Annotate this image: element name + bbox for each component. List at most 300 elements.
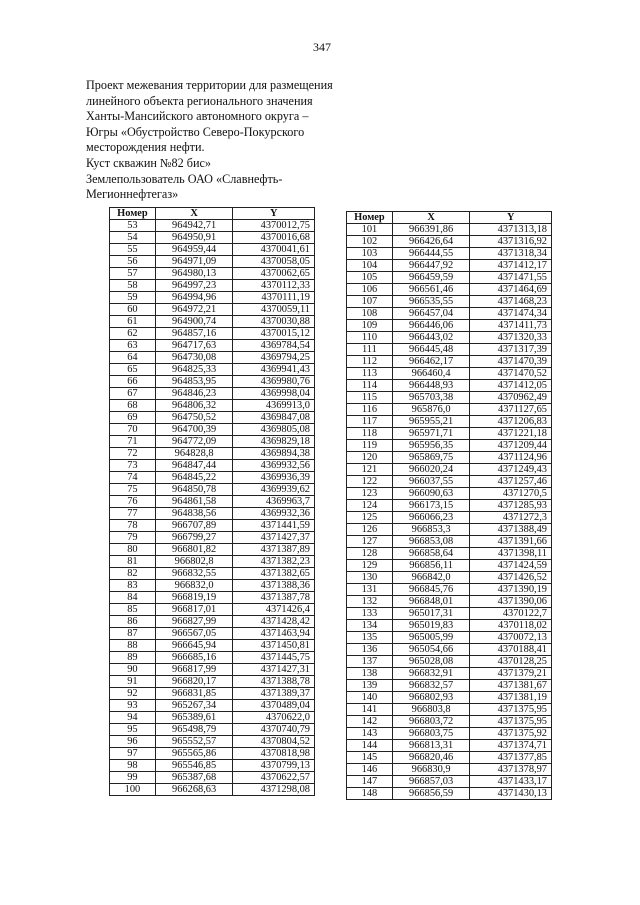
table-row xyxy=(347,776,552,788)
point-number-cell: 76 xyxy=(110,496,156,508)
x-coordinate-cell: 966802,8 xyxy=(155,556,233,568)
y-coordinate-cell: 4371426,52 xyxy=(470,572,552,584)
y-coordinate-cell: 4370118,02 xyxy=(470,620,552,632)
point-number-cell: 83 xyxy=(110,580,156,592)
x-coordinate-cell: 965017,31 xyxy=(392,608,470,620)
table-row xyxy=(347,608,552,620)
point-number-cell: 119 xyxy=(347,440,393,452)
column-header-x: X xyxy=(155,208,233,220)
point-number-cell: 117 xyxy=(347,416,393,428)
y-coordinate-cell: 4371389,37 xyxy=(233,688,315,700)
table-row xyxy=(347,404,552,416)
table-row xyxy=(110,736,315,748)
point-number-cell: 61 xyxy=(110,316,156,328)
x-coordinate-cell: 964806,32 xyxy=(155,400,233,412)
table-row xyxy=(347,488,552,500)
table-row xyxy=(347,296,552,308)
point-number-cell: 75 xyxy=(110,484,156,496)
x-coordinate-cell: 966561,46 xyxy=(392,284,470,296)
x-coordinate-cell: 964857,16 xyxy=(155,328,233,340)
table-row xyxy=(347,464,552,476)
point-number-cell: 72 xyxy=(110,448,156,460)
table-row xyxy=(110,424,315,436)
document-header xyxy=(86,78,386,203)
point-number-cell: 98 xyxy=(110,760,156,772)
header-line: Ханты-Мансийского автономного округа – xyxy=(86,109,309,124)
y-coordinate-cell: 4371430,13 xyxy=(470,788,552,800)
x-coordinate-cell: 964853,95 xyxy=(155,376,233,388)
point-number-cell: 93 xyxy=(110,700,156,712)
y-coordinate-cell: 4369932,56 xyxy=(233,460,315,472)
table-row xyxy=(110,448,315,460)
x-coordinate-cell: 966819,19 xyxy=(155,592,233,604)
point-number-cell: 74 xyxy=(110,472,156,484)
y-coordinate-cell: 4371445,75 xyxy=(233,652,315,664)
y-coordinate-cell: 4370128,25 xyxy=(470,656,552,668)
point-number-cell: 135 xyxy=(347,632,393,644)
page-number: 347 xyxy=(313,40,331,54)
table-row xyxy=(110,712,315,724)
y-coordinate-cell: 4371381,19 xyxy=(470,692,552,704)
y-coordinate-cell: 4370740,79 xyxy=(233,724,315,736)
coordinates-table-right xyxy=(346,211,552,800)
x-coordinate-cell: 964950,91 xyxy=(155,232,233,244)
y-coordinate-cell: 4369936,39 xyxy=(233,472,315,484)
point-number-cell: 53 xyxy=(110,220,156,232)
table-row xyxy=(347,740,552,752)
x-coordinate-cell: 966268,63 xyxy=(155,784,233,796)
header-line: линейного объекта регионального значения xyxy=(86,93,313,108)
x-coordinate-cell: 966820,46 xyxy=(392,752,470,764)
column-header-number: Номер xyxy=(347,212,393,224)
point-number-cell: 133 xyxy=(347,608,393,620)
x-coordinate-cell: 966857,03 xyxy=(392,776,470,788)
y-coordinate-cell: 4369998,04 xyxy=(233,388,315,400)
y-coordinate-cell: 4370122,7 xyxy=(470,608,552,620)
x-coordinate-cell: 964730,08 xyxy=(155,352,233,364)
x-coordinate-cell: 966457,04 xyxy=(392,308,470,320)
y-coordinate-cell: 4369980,76 xyxy=(233,376,315,388)
point-number-cell: 56 xyxy=(110,256,156,268)
y-coordinate-cell: 4371427,37 xyxy=(233,532,315,544)
y-coordinate-cell: 4369805,08 xyxy=(233,424,315,436)
x-coordinate-cell: 964980,13 xyxy=(155,268,233,280)
table-row xyxy=(347,692,552,704)
x-coordinate-cell: 965552,57 xyxy=(155,736,233,748)
point-number-cell: 115 xyxy=(347,392,393,404)
table-row xyxy=(347,416,552,428)
table-row xyxy=(110,772,315,784)
point-number-cell: 58 xyxy=(110,280,156,292)
header-line: Землепользователь ОАО «Славнефть- xyxy=(86,171,283,186)
y-coordinate-cell: 4371272,3 xyxy=(470,512,552,524)
table-row xyxy=(347,452,552,464)
y-coordinate-cell: 4371433,17 xyxy=(470,776,552,788)
point-number-cell: 113 xyxy=(347,368,393,380)
y-coordinate-cell: 4370111,19 xyxy=(233,292,315,304)
table-row xyxy=(110,256,315,268)
point-number-cell: 123 xyxy=(347,488,393,500)
x-coordinate-cell: 964861,58 xyxy=(155,496,233,508)
y-coordinate-cell: 4371390,06 xyxy=(470,596,552,608)
point-number-cell: 128 xyxy=(347,548,393,560)
table-row xyxy=(347,512,552,524)
table-row xyxy=(110,604,315,616)
point-number-cell: 57 xyxy=(110,268,156,280)
y-coordinate-cell: 4371378,97 xyxy=(470,764,552,776)
x-coordinate-cell: 964838,56 xyxy=(155,508,233,520)
point-number-cell: 127 xyxy=(347,536,393,548)
y-coordinate-cell: 4371441,59 xyxy=(233,520,315,532)
point-number-cell: 65 xyxy=(110,364,156,376)
y-coordinate-cell: 4370112,33 xyxy=(233,280,315,292)
table-row xyxy=(347,788,552,800)
x-coordinate-cell: 966802,93 xyxy=(392,692,470,704)
table-row xyxy=(347,368,552,380)
x-coordinate-cell: 965703,38 xyxy=(392,392,470,404)
x-coordinate-cell: 966037,55 xyxy=(392,476,470,488)
x-coordinate-cell: 966803,8 xyxy=(392,704,470,716)
y-coordinate-cell: 4371375,92 xyxy=(470,728,552,740)
x-coordinate-cell: 966090,63 xyxy=(392,488,470,500)
y-coordinate-cell: 4371298,08 xyxy=(233,784,315,796)
table-row xyxy=(110,508,315,520)
table-header-row xyxy=(347,212,552,224)
y-coordinate-cell: 4371221,18 xyxy=(470,428,552,440)
y-coordinate-cell: 4370030,88 xyxy=(233,316,315,328)
point-number-cell: 102 xyxy=(347,236,393,248)
column-header-y: Y xyxy=(233,208,315,220)
table-row xyxy=(347,752,552,764)
x-coordinate-cell: 964700,39 xyxy=(155,424,233,436)
table-row xyxy=(110,556,315,568)
table-row xyxy=(347,560,552,572)
y-coordinate-cell: 4370072,13 xyxy=(470,632,552,644)
x-coordinate-cell: 966799,27 xyxy=(155,532,233,544)
table-row xyxy=(347,260,552,272)
table-row xyxy=(110,532,315,544)
point-number-cell: 86 xyxy=(110,616,156,628)
y-coordinate-cell: 4371317,39 xyxy=(470,344,552,356)
table-row xyxy=(110,592,315,604)
point-number-cell: 108 xyxy=(347,308,393,320)
x-coordinate-cell: 966817,99 xyxy=(155,664,233,676)
table-row xyxy=(347,356,552,368)
x-coordinate-cell: 966445,48 xyxy=(392,344,470,356)
table-row xyxy=(347,620,552,632)
y-coordinate-cell: 4369913,0 xyxy=(233,400,315,412)
table-row xyxy=(110,316,315,328)
y-coordinate-cell: 4371318,34 xyxy=(470,248,552,260)
x-coordinate-cell: 965876,0 xyxy=(392,404,470,416)
y-coordinate-cell: 4371249,43 xyxy=(470,464,552,476)
y-coordinate-cell: 4370015,12 xyxy=(233,328,315,340)
x-coordinate-cell: 964845,22 xyxy=(155,472,233,484)
table-row xyxy=(347,236,552,248)
table-row xyxy=(347,272,552,284)
y-coordinate-cell: 4371379,21 xyxy=(470,668,552,680)
point-number-cell: 59 xyxy=(110,292,156,304)
y-coordinate-cell: 4371411,73 xyxy=(470,320,552,332)
table-row xyxy=(347,284,552,296)
table-row xyxy=(110,436,315,448)
x-coordinate-cell: 966853,08 xyxy=(392,536,470,548)
x-coordinate-cell: 965498,79 xyxy=(155,724,233,736)
x-coordinate-cell: 966856,11 xyxy=(392,560,470,572)
y-coordinate-cell: 4370012,75 xyxy=(233,220,315,232)
point-number-cell: 66 xyxy=(110,376,156,388)
point-number-cell: 71 xyxy=(110,436,156,448)
table-row xyxy=(347,728,552,740)
table-row xyxy=(347,548,552,560)
x-coordinate-cell: 966856,59 xyxy=(392,788,470,800)
point-number-cell: 130 xyxy=(347,572,393,584)
x-coordinate-cell: 966535,55 xyxy=(392,296,470,308)
point-number-cell: 125 xyxy=(347,512,393,524)
table-row xyxy=(347,440,552,452)
x-coordinate-cell: 965267,34 xyxy=(155,700,233,712)
x-coordinate-cell: 964850,78 xyxy=(155,484,233,496)
table-row xyxy=(110,232,315,244)
x-coordinate-cell: 965019,83 xyxy=(392,620,470,632)
table-row xyxy=(347,320,552,332)
point-number-cell: 88 xyxy=(110,640,156,652)
header-line: Проект межевания территории для размещения xyxy=(86,78,333,92)
table-row xyxy=(110,568,315,580)
x-coordinate-cell: 966707,89 xyxy=(155,520,233,532)
table-row xyxy=(110,628,315,640)
x-coordinate-cell: 965955,21 xyxy=(392,416,470,428)
point-number-cell: 120 xyxy=(347,452,393,464)
x-coordinate-cell: 966803,75 xyxy=(392,728,470,740)
x-coordinate-cell: 964825,33 xyxy=(155,364,233,376)
table-row xyxy=(110,376,315,388)
point-number-cell: 82 xyxy=(110,568,156,580)
y-coordinate-cell: 4370062,65 xyxy=(233,268,315,280)
point-number-cell: 112 xyxy=(347,356,393,368)
x-coordinate-cell: 966460,4 xyxy=(392,368,470,380)
column-header-number: Номер xyxy=(110,208,156,220)
table-row xyxy=(110,544,315,556)
point-number-cell: 84 xyxy=(110,592,156,604)
point-number-cell: 147 xyxy=(347,776,393,788)
table-row xyxy=(347,656,552,668)
x-coordinate-cell: 964717,63 xyxy=(155,340,233,352)
point-number-cell: 104 xyxy=(347,260,393,272)
point-number-cell: 69 xyxy=(110,412,156,424)
y-coordinate-cell: 4371375,95 xyxy=(470,716,552,728)
point-number-cell: 145 xyxy=(347,752,393,764)
table-row xyxy=(110,760,315,772)
table-row xyxy=(110,616,315,628)
point-number-cell: 136 xyxy=(347,644,393,656)
point-number-cell: 64 xyxy=(110,352,156,364)
table-row xyxy=(110,472,315,484)
y-coordinate-cell: 4371470,39 xyxy=(470,356,552,368)
point-number-cell: 95 xyxy=(110,724,156,736)
table-row xyxy=(347,332,552,344)
y-coordinate-cell: 4371206,83 xyxy=(470,416,552,428)
table-row xyxy=(347,344,552,356)
x-coordinate-cell: 964942,71 xyxy=(155,220,233,232)
y-coordinate-cell: 4371382,65 xyxy=(233,568,315,580)
table-row xyxy=(110,280,315,292)
y-coordinate-cell: 4371428,42 xyxy=(233,616,315,628)
table-row xyxy=(110,304,315,316)
x-coordinate-cell: 966459,59 xyxy=(392,272,470,284)
point-number-cell: 131 xyxy=(347,584,393,596)
x-coordinate-cell: 965005,99 xyxy=(392,632,470,644)
table-row xyxy=(110,244,315,256)
table-row xyxy=(347,596,552,608)
y-coordinate-cell: 4371388,49 xyxy=(470,524,552,536)
x-coordinate-cell: 964971,09 xyxy=(155,256,233,268)
y-coordinate-cell: 4371257,46 xyxy=(470,476,552,488)
x-coordinate-cell: 966645,94 xyxy=(155,640,233,652)
x-coordinate-cell: 966848,01 xyxy=(392,596,470,608)
table-row xyxy=(347,668,552,680)
point-number-cell: 124 xyxy=(347,500,393,512)
point-number-cell: 116 xyxy=(347,404,393,416)
table-row xyxy=(347,500,552,512)
table-header-row xyxy=(110,208,315,220)
table-row xyxy=(110,664,315,676)
table-row xyxy=(110,352,315,364)
point-number-cell: 94 xyxy=(110,712,156,724)
point-number-cell: 144 xyxy=(347,740,393,752)
point-number-cell: 142 xyxy=(347,716,393,728)
point-number-cell: 134 xyxy=(347,620,393,632)
x-coordinate-cell: 966853,3 xyxy=(392,524,470,536)
point-number-cell: 70 xyxy=(110,424,156,436)
x-coordinate-cell: 964900,74 xyxy=(155,316,233,328)
x-coordinate-cell: 966685,16 xyxy=(155,652,233,664)
table-row xyxy=(110,520,315,532)
y-coordinate-cell: 4371468,23 xyxy=(470,296,552,308)
y-coordinate-cell: 4369847,08 xyxy=(233,412,315,424)
y-coordinate-cell: 4371320,33 xyxy=(470,332,552,344)
y-coordinate-cell: 4371387,78 xyxy=(233,592,315,604)
y-coordinate-cell: 4370622,57 xyxy=(233,772,315,784)
x-coordinate-cell: 965956,35 xyxy=(392,440,470,452)
y-coordinate-cell: 4369941,43 xyxy=(233,364,315,376)
y-coordinate-cell: 4371398,11 xyxy=(470,548,552,560)
x-coordinate-cell: 966173,15 xyxy=(392,500,470,512)
x-coordinate-cell: 965971,71 xyxy=(392,428,470,440)
point-number-cell: 77 xyxy=(110,508,156,520)
y-coordinate-cell: 4369794,25 xyxy=(233,352,315,364)
table-row xyxy=(110,676,315,688)
point-number-cell: 129 xyxy=(347,560,393,572)
table-row xyxy=(110,652,315,664)
y-coordinate-cell: 4371464,69 xyxy=(470,284,552,296)
y-coordinate-cell: 4371127,65 xyxy=(470,404,552,416)
x-coordinate-cell: 966820,17 xyxy=(155,676,233,688)
point-number-cell: 54 xyxy=(110,232,156,244)
table-row xyxy=(347,428,552,440)
point-number-cell: 55 xyxy=(110,244,156,256)
point-number-cell: 78 xyxy=(110,520,156,532)
x-coordinate-cell: 966443,02 xyxy=(392,332,470,344)
x-coordinate-cell: 966830,9 xyxy=(392,764,470,776)
x-coordinate-cell: 966020,24 xyxy=(392,464,470,476)
point-number-cell: 143 xyxy=(347,728,393,740)
table-row xyxy=(110,724,315,736)
table-row xyxy=(110,268,315,280)
table-row xyxy=(110,340,315,352)
x-coordinate-cell: 964750,52 xyxy=(155,412,233,424)
x-coordinate-cell: 966391,86 xyxy=(392,224,470,236)
y-coordinate-cell: 4369894,38 xyxy=(233,448,315,460)
y-coordinate-cell: 4370188,41 xyxy=(470,644,552,656)
y-coordinate-cell: 4369784,54 xyxy=(233,340,315,352)
y-coordinate-cell: 4370041,61 xyxy=(233,244,315,256)
x-coordinate-cell: 964846,23 xyxy=(155,388,233,400)
y-coordinate-cell: 4371412,17 xyxy=(470,260,552,272)
x-coordinate-cell: 966832,0 xyxy=(155,580,233,592)
table-row xyxy=(347,536,552,548)
point-number-cell: 79 xyxy=(110,532,156,544)
x-coordinate-cell: 966827,99 xyxy=(155,616,233,628)
y-coordinate-cell: 4369829,18 xyxy=(233,436,315,448)
y-coordinate-cell: 4371209,44 xyxy=(470,440,552,452)
x-coordinate-cell: 964772,09 xyxy=(155,436,233,448)
x-coordinate-cell: 965565,86 xyxy=(155,748,233,760)
table-row xyxy=(110,484,315,496)
point-number-cell: 121 xyxy=(347,464,393,476)
y-coordinate-cell: 4370622,0 xyxy=(233,712,315,724)
header-line: Югры «Обустройство Северо-Покурского xyxy=(86,124,305,139)
point-number-cell: 96 xyxy=(110,736,156,748)
point-number-cell: 81 xyxy=(110,556,156,568)
point-number-cell: 101 xyxy=(347,224,393,236)
table-row xyxy=(110,364,315,376)
y-coordinate-cell: 4369963,7 xyxy=(233,496,315,508)
table-row xyxy=(347,524,552,536)
point-number-cell: 137 xyxy=(347,656,393,668)
x-coordinate-cell: 964959,44 xyxy=(155,244,233,256)
point-number-cell: 140 xyxy=(347,692,393,704)
table-row xyxy=(110,412,315,424)
table-row xyxy=(347,476,552,488)
y-coordinate-cell: 4371388,36 xyxy=(233,580,315,592)
x-coordinate-cell: 966803,72 xyxy=(392,716,470,728)
table-row xyxy=(347,632,552,644)
point-number-cell: 103 xyxy=(347,248,393,260)
x-coordinate-cell: 966444,55 xyxy=(392,248,470,260)
header-line: Куст скважин №82 бис» xyxy=(86,155,212,170)
y-coordinate-cell: 4371471,55 xyxy=(470,272,552,284)
point-number-cell: 85 xyxy=(110,604,156,616)
point-number-cell: 122 xyxy=(347,476,393,488)
table-row xyxy=(110,292,315,304)
point-number-cell: 90 xyxy=(110,664,156,676)
x-coordinate-cell: 965389,61 xyxy=(155,712,233,724)
y-coordinate-cell: 4371474,34 xyxy=(470,308,552,320)
y-coordinate-cell: 4370804,52 xyxy=(233,736,315,748)
point-number-cell: 60 xyxy=(110,304,156,316)
point-number-cell: 63 xyxy=(110,340,156,352)
x-coordinate-cell: 966567,05 xyxy=(155,628,233,640)
point-number-cell: 68 xyxy=(110,400,156,412)
y-coordinate-cell: 4371390,19 xyxy=(470,584,552,596)
y-coordinate-cell: 4371270,5 xyxy=(470,488,552,500)
table-row xyxy=(347,248,552,260)
table-row xyxy=(110,220,315,232)
point-number-cell: 92 xyxy=(110,688,156,700)
y-coordinate-cell: 4369932,36 xyxy=(233,508,315,520)
point-number-cell: 99 xyxy=(110,772,156,784)
